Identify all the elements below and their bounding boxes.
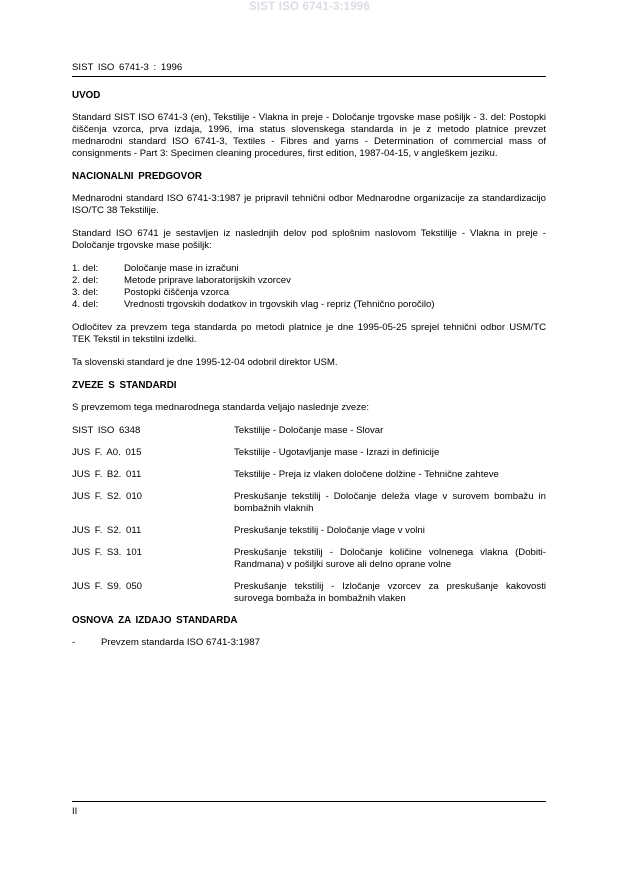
list-item: [72, 263, 546, 275]
part-title: Metode priprave laboratorijskih vzorcev: [124, 275, 291, 286]
reference-code: JUS F. S9. 050: [72, 581, 142, 592]
list-item: [72, 299, 546, 311]
reference-code: JUS F. S2. 010: [72, 491, 142, 502]
page-content: [72, 90, 546, 649]
table-row: [72, 491, 546, 515]
list-item: [72, 287, 546, 299]
table-row: [72, 469, 546, 481]
section-title-osnova: OSNOVA ZA IZDAJO STANDARDA: [72, 615, 238, 626]
part-title: Vrednosti trgovskih dodatkov in trgovskih vlag - repriz (Tehnično poročilo): [124, 299, 435, 310]
page-number: II: [72, 806, 78, 817]
list-item: [72, 275, 546, 287]
reference-code: JUS F. B2. 011: [72, 469, 142, 480]
uvod-paragraph: Standard SIST ISO 6741-3 (en), Tekstilije - Vlakna in preje - Določanje trgovske mase pošiljk - 3. del: Postopki čiščenja vzorca, prva izdaja, 1996, ima status slovenskega standarda in je z metodo platnice prevzet mednarodni standard ISO 6741-3, Textiles - Fibres and yarns - Determination of commercial mass of consignments - Part 3: Specimen cleaning procedures, first edition, 1987-04-15, v angleškem jeziku.: [72, 112, 546, 159]
footer-rule: [72, 801, 546, 802]
reference-description: Preskušanje tekstilij - Izločanje vzorcev za preskušanje kakovosti surovega bombaža in bombažnih vlaken: [234, 581, 546, 604]
part-number: 3. del:: [72, 287, 99, 298]
document-id-header: SIST ISO 6741-3 : 1996: [72, 62, 183, 73]
part-title: Postopki čiščenja vzorca: [124, 287, 230, 298]
reference-description: Preskušanje tekstilij - Določanje deleža vlage v surovem bombažu in bombažnih vlaknih: [234, 491, 546, 514]
part-title: Določanje mase in izračuni: [124, 263, 239, 274]
reference-code: JUS F. S2. 011: [72, 525, 142, 536]
zveze-intro: S prevzemom tega mednarodnega standarda veljajo naslednje zveze:: [72, 402, 370, 413]
reference-description: Tekstilije - Ugotavljanje mase - Izrazi in definicije: [234, 447, 440, 458]
table-row: [72, 525, 546, 537]
predgovor-paragraph-2: Standard ISO 6741 je sestavljen iz naslednjih delov pod splošnim naslovom Tekstilije - Vlakna in preje - Določanje trgovske mase pošiljk:: [72, 228, 546, 251]
part-number: 1. del:: [72, 263, 99, 274]
references-table: [72, 425, 546, 605]
reference-description: Preskušanje tekstilij - Določanje količine volnenega vlakna (Dobiti-Randmana) v pošiljki surove ali delno oprane volne: [234, 547, 546, 570]
table-row: [72, 547, 546, 571]
table-row: [72, 581, 546, 605]
part-number: 4. del:: [72, 299, 99, 310]
basis-item: Prevzem standarda ISO 6741-3:1987: [101, 637, 260, 648]
table-row: [72, 447, 546, 459]
predgovor-paragraph-3: Odločitev za prevzem tega standarda po metodi platnice je dne 1995-05-25 sprejel tehnični odbor USM/TC TEK Tekstil in tekstilni izdelki.: [72, 322, 546, 345]
table-row: [72, 425, 546, 437]
reference-description: Tekstilije - Preja iz vlaken določene dolžine - Tehnične zahteve: [234, 469, 499, 480]
predgovor-paragraph-4: Ta slovenski standard je dne 1995-12-04 odobril direktor USM.: [72, 357, 338, 368]
reference-description: Tekstilije - Določanje mase - Slovar: [234, 425, 384, 436]
section-title-uvod: UVOD: [72, 90, 101, 101]
part-number: 2. del:: [72, 275, 99, 286]
reference-code: JUS F. A0. 015: [72, 447, 142, 458]
list-item: [72, 637, 546, 649]
predgovor-paragraph-1: Mednarodni standard ISO 6741-3:1987 je pripravil tehnični odbor Mednarodne organizacije za standardizacijo ISO/TC 38 Tekstilije.: [72, 193, 546, 216]
section-title-zveze: ZVEZE S STANDARDI: [72, 380, 177, 391]
reference-description: Preskušanje tekstilij - Določanje vlage v volni: [234, 525, 425, 536]
reference-code: JUS F. S3. 101: [72, 547, 142, 558]
section-title-predgovor: NACIONALNI PREDGOVOR: [72, 171, 202, 182]
parts-list: [72, 263, 546, 311]
watermark: SIST ISO 6741-3:1996: [249, 1, 370, 13]
header-rule: [72, 76, 546, 77]
bullet-dash: -: [72, 637, 76, 648]
reference-code: SIST ISO 6348: [72, 425, 141, 436]
